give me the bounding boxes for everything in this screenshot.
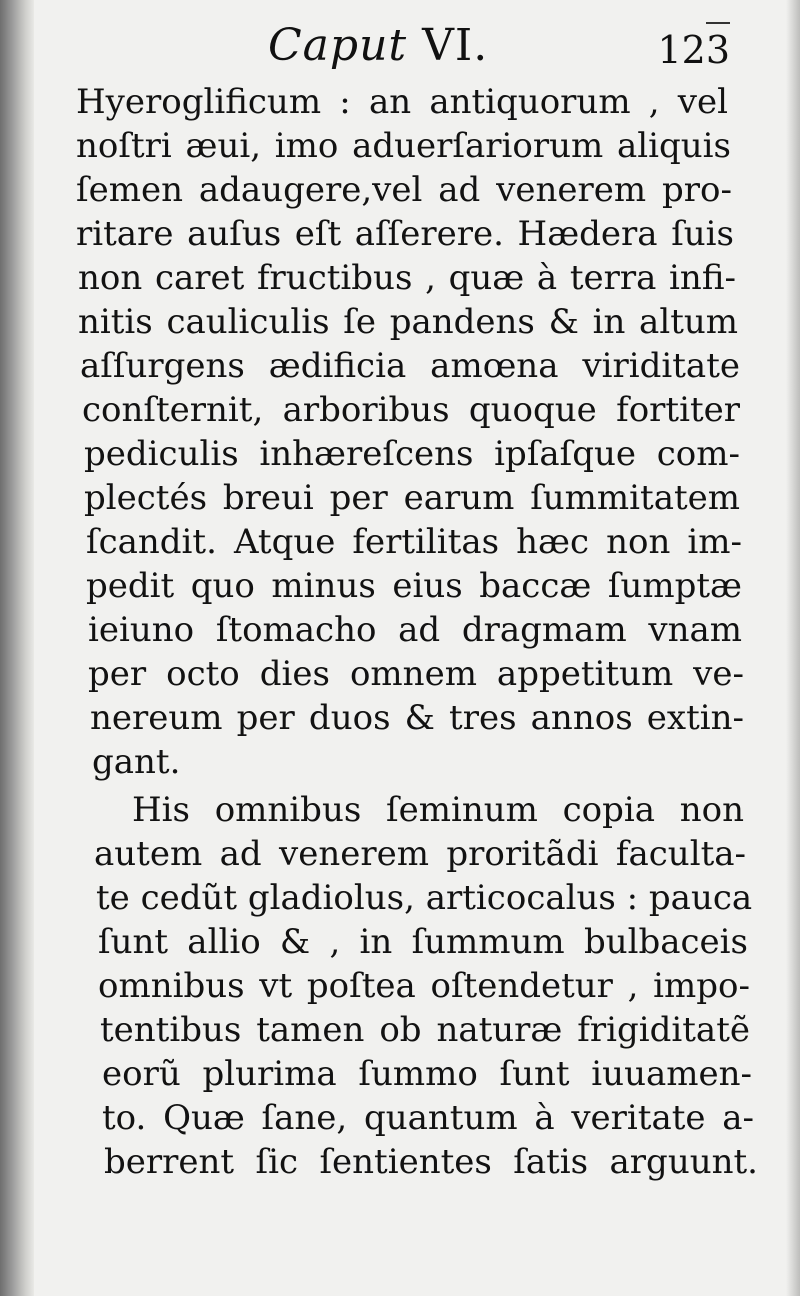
chapter-title-word: Caput [268,20,408,71]
chapter-title [268,16,488,76]
text-line: noſtri æui, imo aduerſariorum aliquis [76,126,731,166]
text-line: per octo dies omnem appetitum ve- [88,654,744,694]
text-line: autem ad venerem proritãdi faculta- [94,834,746,874]
text-line: berrent ſic ſentientes ſatis arguunt. [104,1142,758,1182]
text-line: pedit quo minus eius baccæ ſumptæ [86,566,742,606]
text-line: to. Quæ ſane, quantum à veritate a- [102,1098,754,1138]
page-number: 123 [657,28,730,72]
text-line: non caret fructibus , quæ à terra infi- [78,258,736,298]
text-line: ieiuno ſtomacho ad dragmam vnam [88,610,742,650]
text-line: plectés breui per earum ſummitatem [84,478,740,518]
text-line: omnibus vt poſtea oſtendetur , impo- [98,966,750,1006]
text-line: te cedũt gladiolus, articocalus : pauca [96,878,753,918]
text-line: nereum per duos & tres annos extin- [90,698,744,738]
text-line: Hyeroglificum : an antiquorum , vel [76,82,728,122]
text-line: gant. [92,742,181,782]
binding-gutter-shadow [0,0,34,1296]
text-line: pediculis inhæreſcens ipſaſque com- [84,434,740,474]
text-line: ritare auſus eſt aſſerere. Hædera ſuis [76,214,734,254]
text-line: tentibus tamen ob naturæ frigiditatẽ [100,1010,750,1050]
text-line: nitis cauliculis ſe pandens & in altum [78,302,738,342]
text-line: ſcandit. Atque fertilitas hæc non im- [86,522,742,562]
chapter-title-numeral: VI. [422,20,489,71]
text-line: ſemen adaugere,vel ad venerem pro- [76,170,732,210]
text-line: conſternit, arboribus quoque fortiter [82,390,740,430]
running-head [0,16,800,78]
text-line: His omnibus ſeminum copia non [132,790,744,830]
text-line: eorũ plurima ſummo ſunt iuuamen- [102,1054,752,1094]
text-line: ſunt allio & , in ſummum bulbaceis [98,922,748,962]
page-edge-shadow [786,0,800,1296]
text-line: aſſurgens ædificia amœna viriditate [80,346,740,386]
